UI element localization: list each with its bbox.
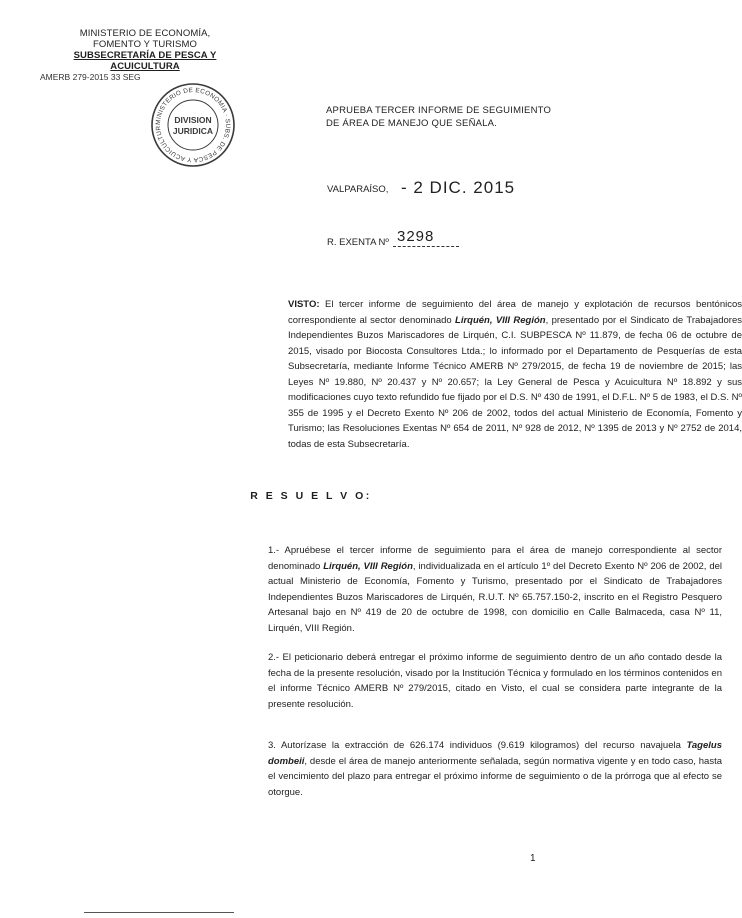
stamp-center-line2: JURIDICA — [172, 126, 214, 136]
item1-sector: Lirquén, VIII Región — [323, 560, 413, 572]
item3-text-b: , desde el área de manejo anteriormente señalada, según normativa vigente y en todo caso, hasta el vencimiento del plazo para entregar el próximo informe de seguimiento o de la prórroga que al efecto se otorgue. — [268, 755, 722, 798]
resolution-item-1 — [84, 543, 722, 636]
ministry-name: MINISTERIO DE ECONOMÍA, — [79, 28, 211, 39]
place-date — [327, 178, 567, 198]
item3-species: Tagelus dombeii — [268, 740, 722, 767]
visto-text-1: El tercer informe de seguimiento del área de manejo y explotación de recursos bentónicos correspondiente al sector denominado — [288, 299, 742, 326]
place-label: VALPARAÍSO, — [327, 184, 389, 195]
visto-sector: Lirquén, VIII Región — [455, 314, 546, 326]
visto-lead: VISTO: — [288, 299, 320, 310]
stamp-ring-text: MINISTERIO DE ECONOMIA · SUBS. DE PESCA Y ACUICULTUR — [154, 86, 232, 164]
page-number: 1 — [530, 853, 536, 864]
item3-text-a: 3. Autorízase la extracción de 626.174 individuos (9.619 kilogramos) del recurso navajuela — [268, 740, 687, 751]
ministry-subtitle: FOMENTO Y TURISMO — [93, 39, 197, 50]
subsecretary-name: SUBSECRETARÍA DE PESCA Y ACUICULTURA — [73, 50, 217, 72]
item1-text-b: , individualizada en el artículo 1º del Decreto Exento Nº 206 de 2002, del actual Ministerio de Economía, Fomento y Turismo, presentado por el Sindicato de Trabajadores Independientes Buzos Mariscadores de Lirquén, R.U.T. Nº 65.757.150-2, inscrito en el Registro Pesquero Artesanal bajo en Nº 419 de 20 de octubre de 1998, con domicilio en Calle Balmaceda, casa Nº 11, Lirquén, VIII Región. — [268, 560, 722, 634]
stamp-seal-icon — [150, 82, 236, 168]
resolution-number-block — [327, 228, 567, 248]
reference-code: AMERB 279-2015 33 SEG — [40, 72, 141, 82]
resolution-number: 3298 — [397, 228, 435, 245]
resolution-label: R. EXENTA Nº — [327, 237, 389, 248]
item1-text-a: 1.- Apruébese el tercer informe de seguimiento para el área de manejo correspondiente al sector denominado — [268, 545, 722, 572]
resolution-number-line — [393, 246, 459, 247]
visto-paragraph — [84, 297, 742, 452]
resolution-item-3 — [84, 738, 722, 800]
resolution-item-2: 2.- El peticionario deberá entregar el próximo informe de seguimiento dentro de un año contado desde la fecha de la presente resolución, visado por la Institución Técnica y formulado en los términos contenidos en el informe Técnico AMERB Nº 279/2015, citado en Visto, el cual se considera parte integrante de la presente resolución. — [268, 652, 722, 710]
resuelvo-heading: R E S U E L V O: — [250, 490, 372, 502]
stamp-center-line1: DIVISION — [174, 115, 212, 125]
visto-text-2: , presentado por el Sindicato de Trabajadores Independientes Buzos Mariscadores de Lirquén, C.I. SUBPESCA Nº 11.879, de fecha 06 de octubre de 2015, visado por Biocosta Consultores Ltda.; lo informado por el Departamento de Pesquerías de esta Subsecretaría, mediante Informe Técnico AMERB Nº 279/2015, de fecha 19 de noviembre de 2015; las Leyes Nº 19.880, Nº 20.437 y Nº 20.657; la Ley General de Pesca y Acuicultura Nº 18.892 y sus modificaciones cuyo texto refundido fue fijado por el D.S. Nº 430 de 1991, el D.F.L. Nº 5 de 1983, el D.S. Nº 355 de 1995 y el Decreto Exento Nº 206 de 2002, todos del actual Ministerio de Economía, Fomento y Turismo; las Resoluciones Exentas Nº 654 de 2011, Nº 928 de 2012, Nº 1395 de 2013 y Nº 2752 de 2014, todas de esta Subsecretaría. — [288, 314, 742, 450]
ministry-header — [40, 28, 250, 78]
division-juridica-stamp — [150, 82, 236, 168]
document-title: APRUEBA TERCER INFORME DE SEGUIMIENTO DE ÁREA DE MANEJO QUE SEÑALA. — [326, 105, 552, 129]
date-stamp: - 2 DIC. 2015 — [401, 178, 516, 197]
footer-divider — [84, 912, 234, 913]
